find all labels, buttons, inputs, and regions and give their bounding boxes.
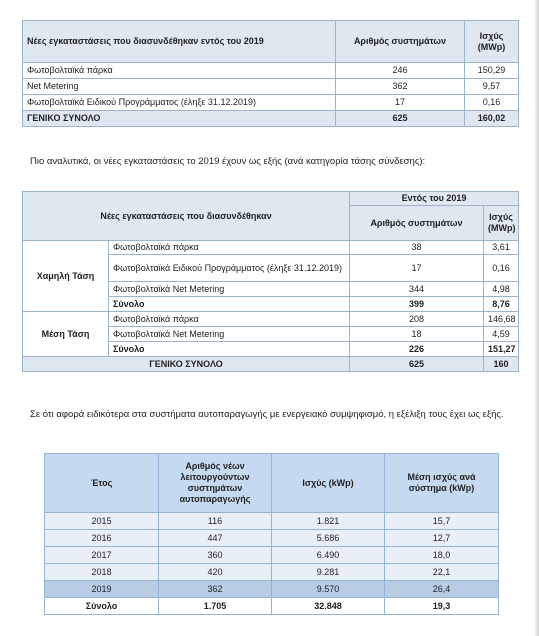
row-average: 15,7 — [385, 513, 499, 530]
subtotal-label: Σύνολο — [109, 342, 350, 357]
grand-total-row — [23, 111, 519, 127]
row-power: 0,16 — [484, 255, 519, 282]
row-count: 18 — [350, 327, 484, 342]
row-year: 2016 — [45, 530, 159, 547]
row-year: 2019 — [45, 581, 159, 598]
table-row — [23, 312, 519, 327]
row-power: 6.490 — [272, 547, 385, 564]
row-power: 9,57 — [465, 79, 519, 95]
header-average-power: Μέση ισχύς ανά σύστημα (kWp) — [385, 454, 499, 513]
row-power: 1.821 — [272, 513, 385, 530]
page-edge-shadow — [535, 0, 539, 636]
total-count: 625 — [336, 111, 465, 127]
subtotal-count: 226 — [350, 342, 484, 357]
row-count: 17 — [350, 255, 484, 282]
row-count: 246 — [336, 63, 465, 79]
row-label: Φωτοβολταϊκά Ειδικού Προγράμματος (έληξε 31.12.2019) — [109, 255, 350, 282]
total-label: ΓΕΝΙΚΟ ΣΥΝΟΛΟ — [23, 111, 336, 127]
total-average: 19,3 — [385, 598, 499, 615]
header-installations: Νέες εγκαταστάσεις που διασυνδέθηκαν — [23, 192, 350, 241]
table-row — [45, 581, 499, 598]
subtotal-power: 8,76 — [484, 297, 519, 312]
table-row — [45, 547, 499, 564]
paragraph-breakdown-intro: Πιο αναλυτικά, οι νέες εγκαταστάσεις το 2019 έχουν ως εξής (ανά κατηγορία τάσης σύνδεσης): — [30, 156, 426, 167]
row-power: 146,68 — [484, 312, 519, 327]
installations-2019-table — [22, 20, 519, 127]
row-count: 344 — [350, 282, 484, 297]
row-power: 3,61 — [484, 241, 519, 255]
header-power: Ισχύς (MWp) — [465, 21, 519, 63]
row-average: 18,0 — [385, 547, 499, 564]
row-year: 2017 — [45, 547, 159, 564]
group-low-voltage: Χαμηλή Τάση — [23, 241, 109, 312]
row-label: Φωτοβολταϊκά Net Metering — [109, 282, 350, 297]
row-systems: 360 — [159, 547, 272, 564]
total-power: 160,02 — [465, 111, 519, 127]
total-row — [45, 598, 499, 615]
table-header-row — [45, 454, 499, 513]
row-power: 4,98 — [484, 282, 519, 297]
subtotal-count: 399 — [350, 297, 484, 312]
row-power: 9.570 — [272, 581, 385, 598]
total-count: 625 — [350, 357, 484, 372]
subtotal-power: 151,27 — [484, 342, 519, 357]
row-count: 17 — [336, 95, 465, 111]
row-systems: 362 — [159, 581, 272, 598]
row-label: Φωτοβολταϊκά Net Metering — [109, 327, 350, 342]
table-row — [23, 95, 519, 111]
table-row — [45, 564, 499, 581]
row-power: 4,59 — [484, 327, 519, 342]
voltage-breakdown-table — [22, 191, 519, 372]
table-row — [45, 530, 499, 547]
table-row — [45, 513, 499, 530]
row-average: 12,7 — [385, 530, 499, 547]
row-average: 26,4 — [385, 581, 499, 598]
row-label: Net Metering — [23, 79, 336, 95]
row-systems: 420 — [159, 564, 272, 581]
row-year: 2015 — [45, 513, 159, 530]
total-label: ΓΕΝΙΚΟ ΣΥΝΟΛΟ — [23, 357, 350, 372]
row-count: 208 — [350, 312, 484, 327]
header-new-systems: Αριθμός νέων λειτουργούντων συστημάτων αυτοπαραγωγής — [159, 454, 272, 513]
row-power: 0,16 — [465, 95, 519, 111]
header-power: Ισχύς (MWp) — [484, 206, 519, 241]
row-systems: 116 — [159, 513, 272, 530]
total-systems: 1.705 — [159, 598, 272, 615]
table-header-row — [23, 21, 519, 63]
row-systems: 447 — [159, 530, 272, 547]
total-power: 32.848 — [272, 598, 385, 615]
row-year: 2018 — [45, 564, 159, 581]
table-row — [23, 241, 519, 255]
header-system-count: Αριθμός συστημάτων — [350, 206, 484, 241]
paragraph-net-metering-intro: Σε ότι αφορά ειδικότερα στα συστήματα αυτοπαραγωγής με ενεργειακό συμψηφισμό, η εξέλιξη τους έχει ως εξής. — [30, 409, 504, 420]
grand-total-row — [23, 357, 519, 372]
group-medium-voltage: Μέση Τάση — [23, 312, 109, 357]
table-header-row — [23, 192, 519, 206]
row-count: 362 — [336, 79, 465, 95]
row-label: Φωτοβολταϊκά Ειδικού Προγράμματος (έληξε 31.12.2019) — [23, 95, 336, 111]
row-power: 9.281 — [272, 564, 385, 581]
header-year: Έτος — [45, 454, 159, 513]
total-power: 160 — [484, 357, 519, 372]
header-installations: Νέες εγκαταστάσεις που διασυνδέθηκαν εντός του 2019 — [23, 21, 336, 63]
header-system-count: Αριθμός συστημάτων — [336, 21, 465, 63]
header-within-2019: Εντός του 2019 — [350, 192, 519, 206]
row-label: Φωτοβολταϊκά πάρκα — [109, 241, 350, 255]
header-power-kwp: Ισχύς (kWp) — [272, 454, 385, 513]
row-average: 22,1 — [385, 564, 499, 581]
row-label: Φωτοβολταϊκά πάρκα — [23, 63, 336, 79]
table-row — [23, 63, 519, 79]
total-label: Σύνολο — [45, 598, 159, 615]
row-power: 5.686 — [272, 530, 385, 547]
row-count: 38 — [350, 241, 484, 255]
self-production-table — [44, 453, 499, 615]
table-row — [23, 79, 519, 95]
subtotal-label: Σύνολο — [109, 297, 350, 312]
row-label: Φωτοβολταϊκά πάρκα — [109, 312, 350, 327]
row-power: 150,29 — [465, 63, 519, 79]
